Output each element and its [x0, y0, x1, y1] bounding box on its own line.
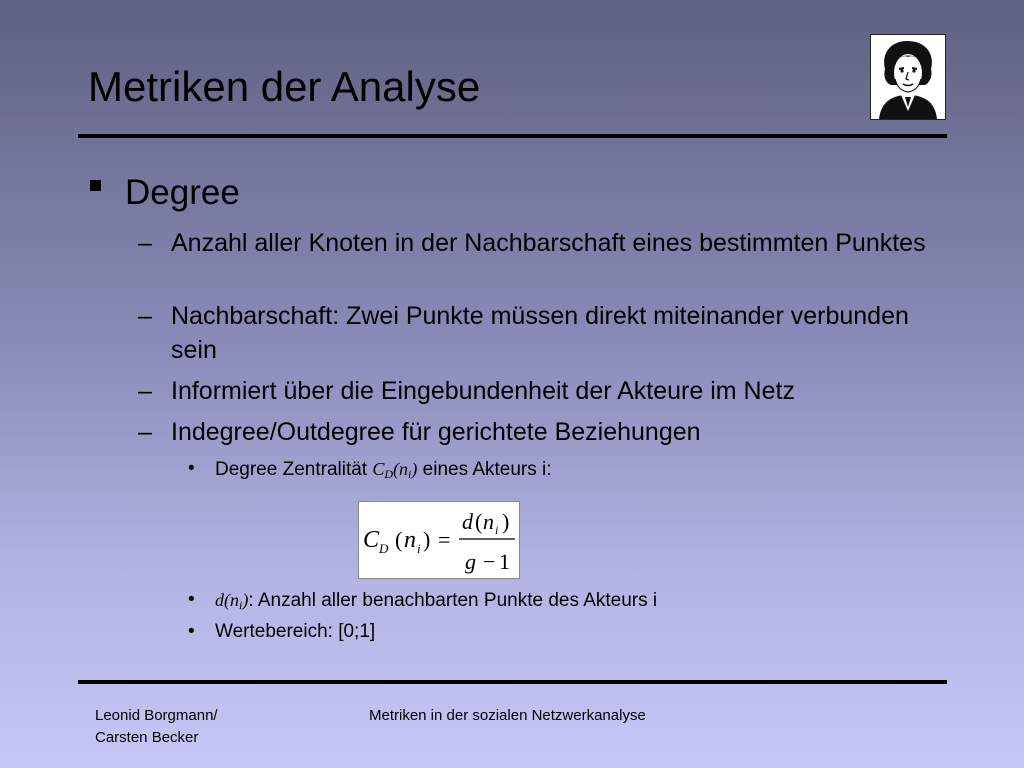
footer-authors — [95, 705, 218, 749]
slide-title: Metriken der Analyse — [88, 63, 481, 110]
degree-centrality-formula — [358, 501, 520, 579]
svg-text:C: C — [363, 527, 380, 553]
detail-item-text — [215, 456, 552, 487]
dash-marker: – — [138, 302, 152, 330]
square-bullet-icon — [90, 180, 101, 191]
svg-text:(: ( — [475, 509, 483, 534]
dot-marker: • — [188, 458, 195, 479]
svg-text:(: ( — [395, 527, 403, 552]
svg-text:1: 1 — [499, 549, 510, 574]
svg-text:i: i — [495, 523, 499, 537]
centrality-symbol: $C_D(n_i)$ — [372, 459, 418, 481]
footer-title: Metriken in der sozialen Netzwerkanalyse — [369, 707, 646, 724]
svg-text:): ) — [423, 527, 431, 552]
footer-divider — [78, 680, 947, 684]
footer-author-line: Carsten Becker — [95, 729, 199, 746]
svg-text:g: g — [465, 549, 476, 574]
portrait-logo — [870, 34, 946, 120]
sub-item-text: Indegree/Outdegree für gerichtete Beziehungen — [171, 418, 701, 446]
sub-item-text: Nachbarschaft: Zwei Punkte müssen direkt miteinander verbunden sein — [171, 302, 909, 364]
footer-author-line: Leonid Borgmann/ — [95, 707, 218, 724]
detail-prefix: Degree Zentralität — [215, 459, 368, 480]
svg-text:n: n — [404, 527, 416, 553]
svg-text:d: d — [462, 509, 473, 534]
svg-text:−: − — [483, 549, 496, 574]
title-divider — [78, 134, 947, 138]
sub-item-text: Anzahl aller Knoten in der Nachbarschaft eines bestimmten Punktes — [171, 229, 926, 257]
dash-marker: – — [138, 229, 152, 257]
svg-text:): ) — [502, 509, 510, 534]
detail-suffix: eines Akteurs i: — [422, 459, 552, 480]
dash-marker: – — [138, 377, 152, 405]
svg-text:n: n — [483, 509, 494, 534]
bullet-degree-label: Degree — [125, 173, 240, 212]
detail-text: : Anzahl aller benachbarten Punkte des Akteurs i — [248, 590, 658, 611]
sub-item-text: Informiert über die Eingebundenheit der Akteure im Netz — [171, 377, 795, 405]
dot-marker: • — [188, 589, 195, 610]
detail-item-text: Wertebereich: [0;1] — [215, 621, 376, 642]
detail-item-text — [215, 587, 657, 618]
dot-marker: • — [188, 621, 195, 642]
svg-text:D: D — [379, 541, 389, 556]
svg-text:i: i — [417, 541, 421, 556]
svg-text:=: = — [438, 527, 451, 552]
dash-marker: – — [138, 418, 152, 446]
degree-symbol: $d(n_i)$ — [215, 590, 249, 612]
